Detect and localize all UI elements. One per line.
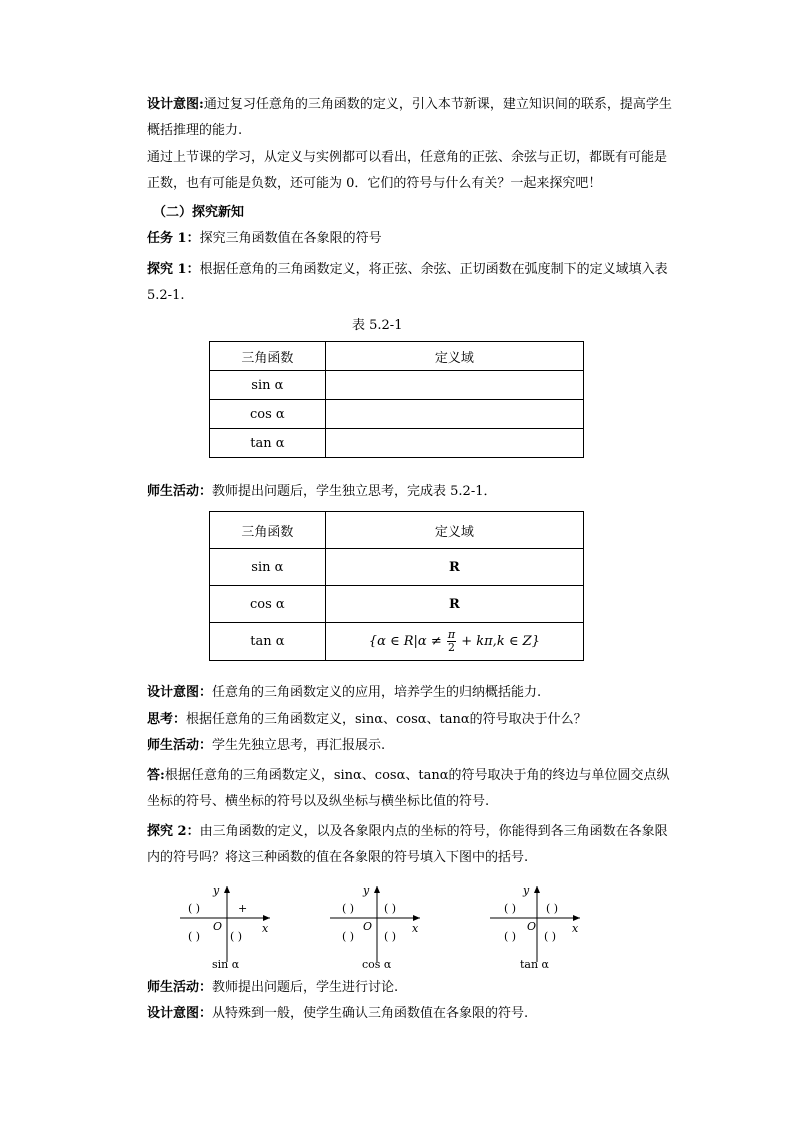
table-header-domain: 定义域 (325, 342, 583, 371)
task-1-label: 任务 1： (147, 231, 200, 246)
table-cell-domain: R (325, 549, 583, 586)
tan-label: tan α (520, 958, 549, 971)
x-axis-label: x (412, 922, 419, 935)
quadrant-2-bracket: ( ) (504, 902, 517, 915)
explore-1 (147, 257, 675, 309)
x-axis-label: x (262, 922, 269, 935)
origin-label: O (363, 920, 373, 933)
quadrant-1-bracket: ( ) (546, 902, 559, 915)
activity-1-text: 教师提出问题后，学生独立思考，完成表 5.2-1． (212, 484, 497, 499)
explore-2-label: 探究 2： (147, 824, 200, 839)
design-intent-3-text: 从特殊到一般，使学生确认三角函数值在各象限的符号. (212, 1006, 529, 1021)
table-cell-function: tan α (210, 429, 326, 458)
quadrant-4-bracket: ( ) (384, 930, 397, 943)
domain-table-empty (209, 341, 584, 458)
quadrant-2-bracket: ( ) (342, 902, 355, 915)
table-cell-domain-formula (325, 623, 583, 661)
answer-label: 答: (147, 768, 165, 783)
quadrant-diagrams (170, 880, 600, 975)
table-header-function: 三角函数 (210, 342, 326, 371)
table-row (210, 586, 584, 623)
cos-label: cos α (362, 958, 392, 971)
table-row (210, 549, 584, 586)
y-axis-label: y (523, 884, 530, 897)
origin-label: O (213, 920, 223, 933)
table-cell-function: sin α (210, 371, 326, 400)
design-intent-2 (147, 680, 675, 706)
think-label: 思考： (147, 712, 187, 727)
activity-2-label: 师生活动： (147, 738, 213, 753)
quadrant-1-plus: + (238, 902, 248, 915)
sin-diagram (180, 884, 270, 971)
design-intent-label: 设计意图: (147, 97, 204, 112)
table-row (210, 371, 584, 400)
explore-2-text: 由三角函数的定义，以及各象限内点的坐标的符号，你能得到各三角函数在各象限内的符号吗？将这三种函数的值在各象限的符号填入下图中的括号. (147, 824, 668, 865)
activity-3-label: 师生活动： (147, 980, 213, 995)
design-intent-3 (147, 1001, 675, 1027)
table-cell-domain (325, 400, 583, 429)
answer-text: 根据任意角的三角函数定义，sinα、cosα、tanα的符号取决于角的终边与单位圆交点纵坐标的符号、横坐标的符号以及纵坐标与横坐标比值的符号. (147, 768, 670, 809)
design-intent-text: 通过复习任意角的三角函数的定义，引入本节新课，建立知识间的联系，提高学生概括推理的能力. (147, 97, 672, 138)
think-text: 根据任意角的三角函数定义，sinα、cosα、tanα的符号取决于什么？ (186, 712, 587, 727)
table-caption: 表 5.2-1 (352, 318, 403, 333)
table-header-row (210, 512, 584, 549)
table-row (210, 400, 584, 429)
intro-paragraph (147, 145, 675, 197)
activity-2-text: 学生先独立思考，再汇报展示. (212, 738, 386, 753)
table-cell-function: tan α (210, 623, 326, 661)
activity-1-label: 师生活动： (147, 484, 213, 499)
table-cell-domain (325, 371, 583, 400)
formula-left: {α ∈ R|α ≠ (368, 634, 442, 649)
quadrant-2-bracket: ( ) (188, 902, 201, 915)
table-header-domain: 定义域 (325, 512, 583, 549)
design-intent-1 (147, 92, 675, 144)
quadrant-4-bracket: ( ) (544, 930, 557, 943)
sin-label: sin α (212, 958, 240, 971)
activity-3 (147, 975, 675, 1001)
formula-numerator: π (447, 628, 456, 641)
quadrant-3-bracket: ( ) (504, 930, 517, 943)
x-axis-label: x (572, 922, 579, 935)
cos-diagram (330, 884, 420, 971)
quadrant-3-bracket: ( ) (188, 930, 201, 943)
domain-table-filled (209, 511, 584, 661)
table-cell-domain (325, 429, 583, 458)
table-cell-function: sin α (210, 549, 326, 586)
design-intent-3-label: 设计意图： (147, 1006, 213, 1021)
formula-fraction (447, 629, 456, 654)
table-row (210, 429, 584, 458)
y-axis-label: y (213, 884, 220, 897)
table-cell-domain: R (325, 586, 583, 623)
table-cell-function: cos α (210, 586, 326, 623)
tan-diagram (490, 884, 580, 971)
quadrant-3-bracket: ( ) (342, 930, 355, 943)
formula-right: + kπ,k ∈ Z} (461, 634, 540, 649)
activity-2 (147, 733, 675, 759)
section-title: （二）探究新知 (153, 205, 245, 220)
intro-text: 通过上节课的学习，从定义与实例都可以看出，任意角的正弦、余弦与正切，都既有可能是正数，也有可能是负数，还可能为 0．它们的符号与什么有关？一起来探究吧！ (147, 150, 668, 191)
explore-1-text: 根据任意角的三角函数定义，将正弦、余弦、正切函数在弧度制下的定义域填入表 5.2-1. (147, 262, 668, 303)
task-1 (147, 226, 675, 252)
table-cell-function: cos α (210, 400, 326, 429)
task-1-text: 探究三角函数值在各象限的符号 (199, 231, 382, 246)
explore-1-label: 探究 1： (147, 262, 200, 277)
activity-1 (147, 479, 675, 505)
think-question (147, 707, 675, 733)
activity-3-text: 教师提出问题后，学生进行讨论. (212, 980, 399, 995)
table-header-row (210, 342, 584, 371)
design-intent-2-text: 任意角的三角函数定义的应用，培养学生的归纳概括能力. (212, 685, 542, 700)
answer (147, 763, 675, 815)
table-header-function: 三角函数 (210, 512, 326, 549)
quadrant-1-bracket: ( ) (384, 902, 397, 915)
explore-2 (147, 819, 675, 871)
y-axis-label: y (363, 884, 370, 897)
table-row (210, 623, 584, 661)
origin-label: O (527, 920, 537, 933)
quadrant-4-bracket: ( ) (230, 930, 243, 943)
formula-denominator: 2 (447, 641, 455, 654)
design-intent-2-label: 设计意图： (147, 685, 213, 700)
